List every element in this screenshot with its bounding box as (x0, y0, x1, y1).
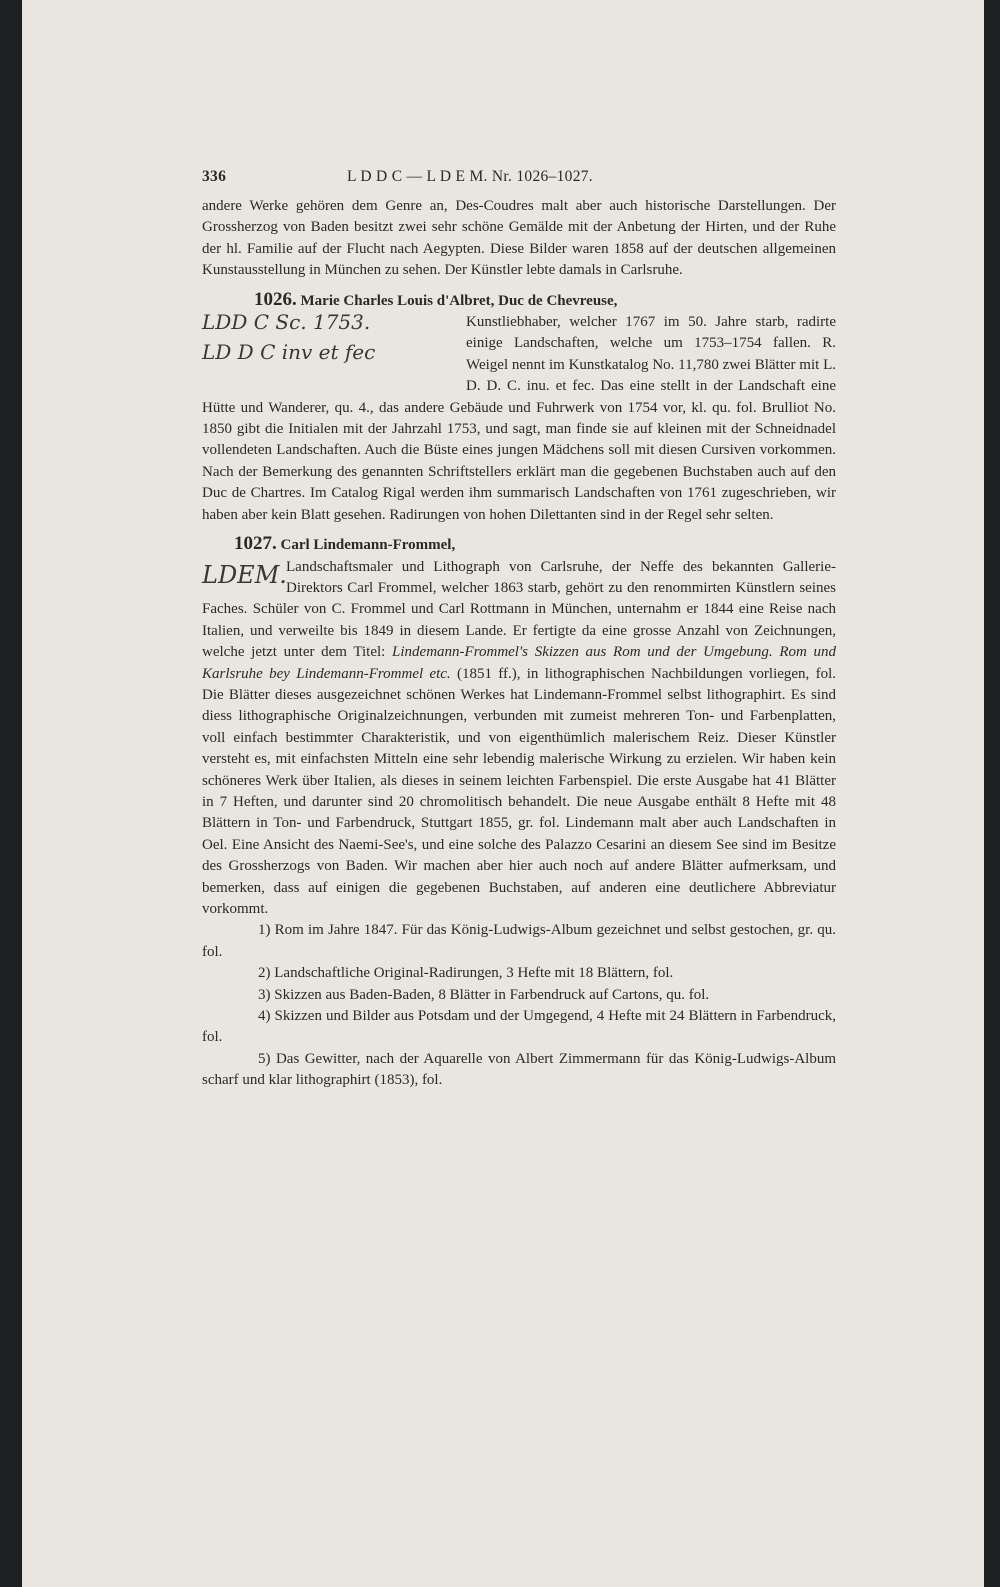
entry-1026 (202, 289, 836, 526)
list-item: 2) Landschaftliche Original-Radirungen, 3 Hefte mit 18 Blättern, fol. (258, 965, 674, 982)
entry-1027-heading (202, 533, 836, 556)
monogram-1026 (202, 312, 466, 378)
entry-name: Marie Charles Louis d'Albret, Duc de Chevreuse, (300, 292, 618, 309)
work-title: Lindemann-Frommel's Skizzen aus Rom und der Umgebung. Rom und Karlsruhe bey Lindemann-Frommel etc. (202, 644, 837, 682)
entry-1027-text-before: Landschaftsmaler und Lithograph von Carlsruhe, der Neffe des bekannten Gallerie-Direktors Carl Frommel, welcher 1863 starb, gehört zu den renommirten Künstlern seines Faches. Schüler von C. Frommel und Carl Rottmann in München, unternahm er 1844 eine Reise nach Italien, und verweilte bis 1849 in diesem Lande. Er fertigte da eine grosse Anzahl von Zeichnungen, welche jetzt unter dem Titel: (202, 558, 836, 661)
running-head: L D D C — L D E M. Nr. 1026–1027. (347, 168, 593, 185)
monogram-ldem: LDEM. (202, 560, 287, 589)
right-scan-border (984, 0, 1000, 1587)
list-item: 3) Skizzen aus Baden-Baden, 8 Blätter in Farbendruck auf Cartons, qu. fol. (258, 986, 710, 1003)
intro-paragraph: andere Werke gehören dem Genre an, Des-Coudres malt aber auch historische Darstellungen. Der Grossherzog von Baden besitzt zwei sehr schöne Gemälde mit der Anbetung der Hirten, und der Ruhe der hl. Familie auf der Flucht nach Aegypten. Diese Bilder waren 1858 auf der deutschen allgemeinen Kunstausstellung in München zu sehen. Der Künstler lebte damals in Carlsruhe. (202, 198, 836, 279)
entry-1026-text: Kunstliebhaber, welcher 1767 im 50. Jahre starb, radirte einige Landschaften, welche um 1753–1754 fallen. R. Weigel nennt im Kunstkatalog No. 11,780 zwei Blätter mit L. D. D. C. inu. et fec. Das eine stellt in der Landschaft eine Hütte und Wanderer, qu. 4., das andere Gebäude und Fuhrwerk von 1754 vor, kl. qu. fol. Brulliot No. 1850 gibt die Initialen mit der Jahrzahl 1753, und sagt, man finde sie auf kleinen mit der Schneidnadel vollendeten Landschaften. Auch die Büste eines jungen Mädchens soll mit diesen Cursiven vorkommen. Nach der Bemerkung des genannten Schriftstellers erklärt man die gegebenen Buchstaben auch auf den Duc de Chartres. Im Catalog Rigal werden ihm summarisch Landschaften von 1761 zugeschrieben, wir haben aber kein Blatt gesehen. Radirungen von hohen Dilettanten sind in der Regel sehr selten. (202, 314, 836, 523)
list-item: 5) Das Gewitter, nach der Aquarelle von Albert Zimmermann für das König-Ludwigs-Album scharf und klar lithographirt (1853), fol. (202, 1050, 836, 1089)
entry-1027-text (202, 557, 836, 921)
monogram-1027 (202, 557, 286, 599)
list-item: 1) Rom im Jahre 1847. Für das König-Ludwigs-Album gezeichnet und selbst gestochen, gr. qu. fol. (202, 922, 836, 960)
entry-1027 (202, 533, 836, 920)
entry-name: Carl Lindemann-Frommel, (280, 537, 456, 554)
page-number: 336 (202, 168, 227, 185)
left-scan-border (0, 0, 22, 1587)
entry-number: 1027. (234, 533, 277, 555)
list-item: 4) Skizzen und Bilder aus Potsdam und der Umgegend, 4 Hefte mit 24 Blättern in Farbendruck, fol. (202, 1008, 836, 1046)
entry-1026-heading (202, 289, 836, 312)
monogram-line-2: LD D C inv et fec (202, 340, 376, 365)
page-header (202, 166, 836, 196)
entry-number: 1026. (254, 288, 297, 310)
page-text (202, 166, 836, 1092)
monogram-line-1: LDD C Sc. 1753. (202, 310, 371, 335)
entry-1027-text-after: (1851 ff.), in lithographischen Nachbildungen vorliegen, fol. Die Blätter dieses ausgezeichnet schönen Werkes hat Lindemann-Frommel selbst lithographirt. Es sind diess lithographische Originalzeichnungen, verbunden mit zumeist mehreren Ton- und Farbenplatten, voll einfach bestimmter Charakteristik, und von eigenthümlich malerischem Reiz. Dieser Künstler versteht es, mit einfachsten Mitteln eine sehr lebendig malerische Wirkung zu erzielen. Wir haben kein schöneres Werk über Italien, als dieses in seinem leichten Farbenspiel. Die erste Ausgabe hat 41 Blätter in 7 Heften, und darunter sind 20 chromolitisch behandelt. Die neue Ausgabe enthält 8 Hefte mit 48 Blättern in Ton- und Farbendruck, Stuttgart 1855, gr. fol. Lindemann malt aber auch Landschaften in Oel. Eine Ansicht des Naemi-See's, und eine solche des Palazzo Cesarini an diesem See sind im Besitze des Grossherzogs von Baden. Wir machen aber hier auch noch auf andere Blätter aufmerksam, und bemerken, dass auf einigen die gegebenen Buchstaben, auf anderen eine deutlichere Abbreviatur vorkommt. (202, 665, 837, 917)
